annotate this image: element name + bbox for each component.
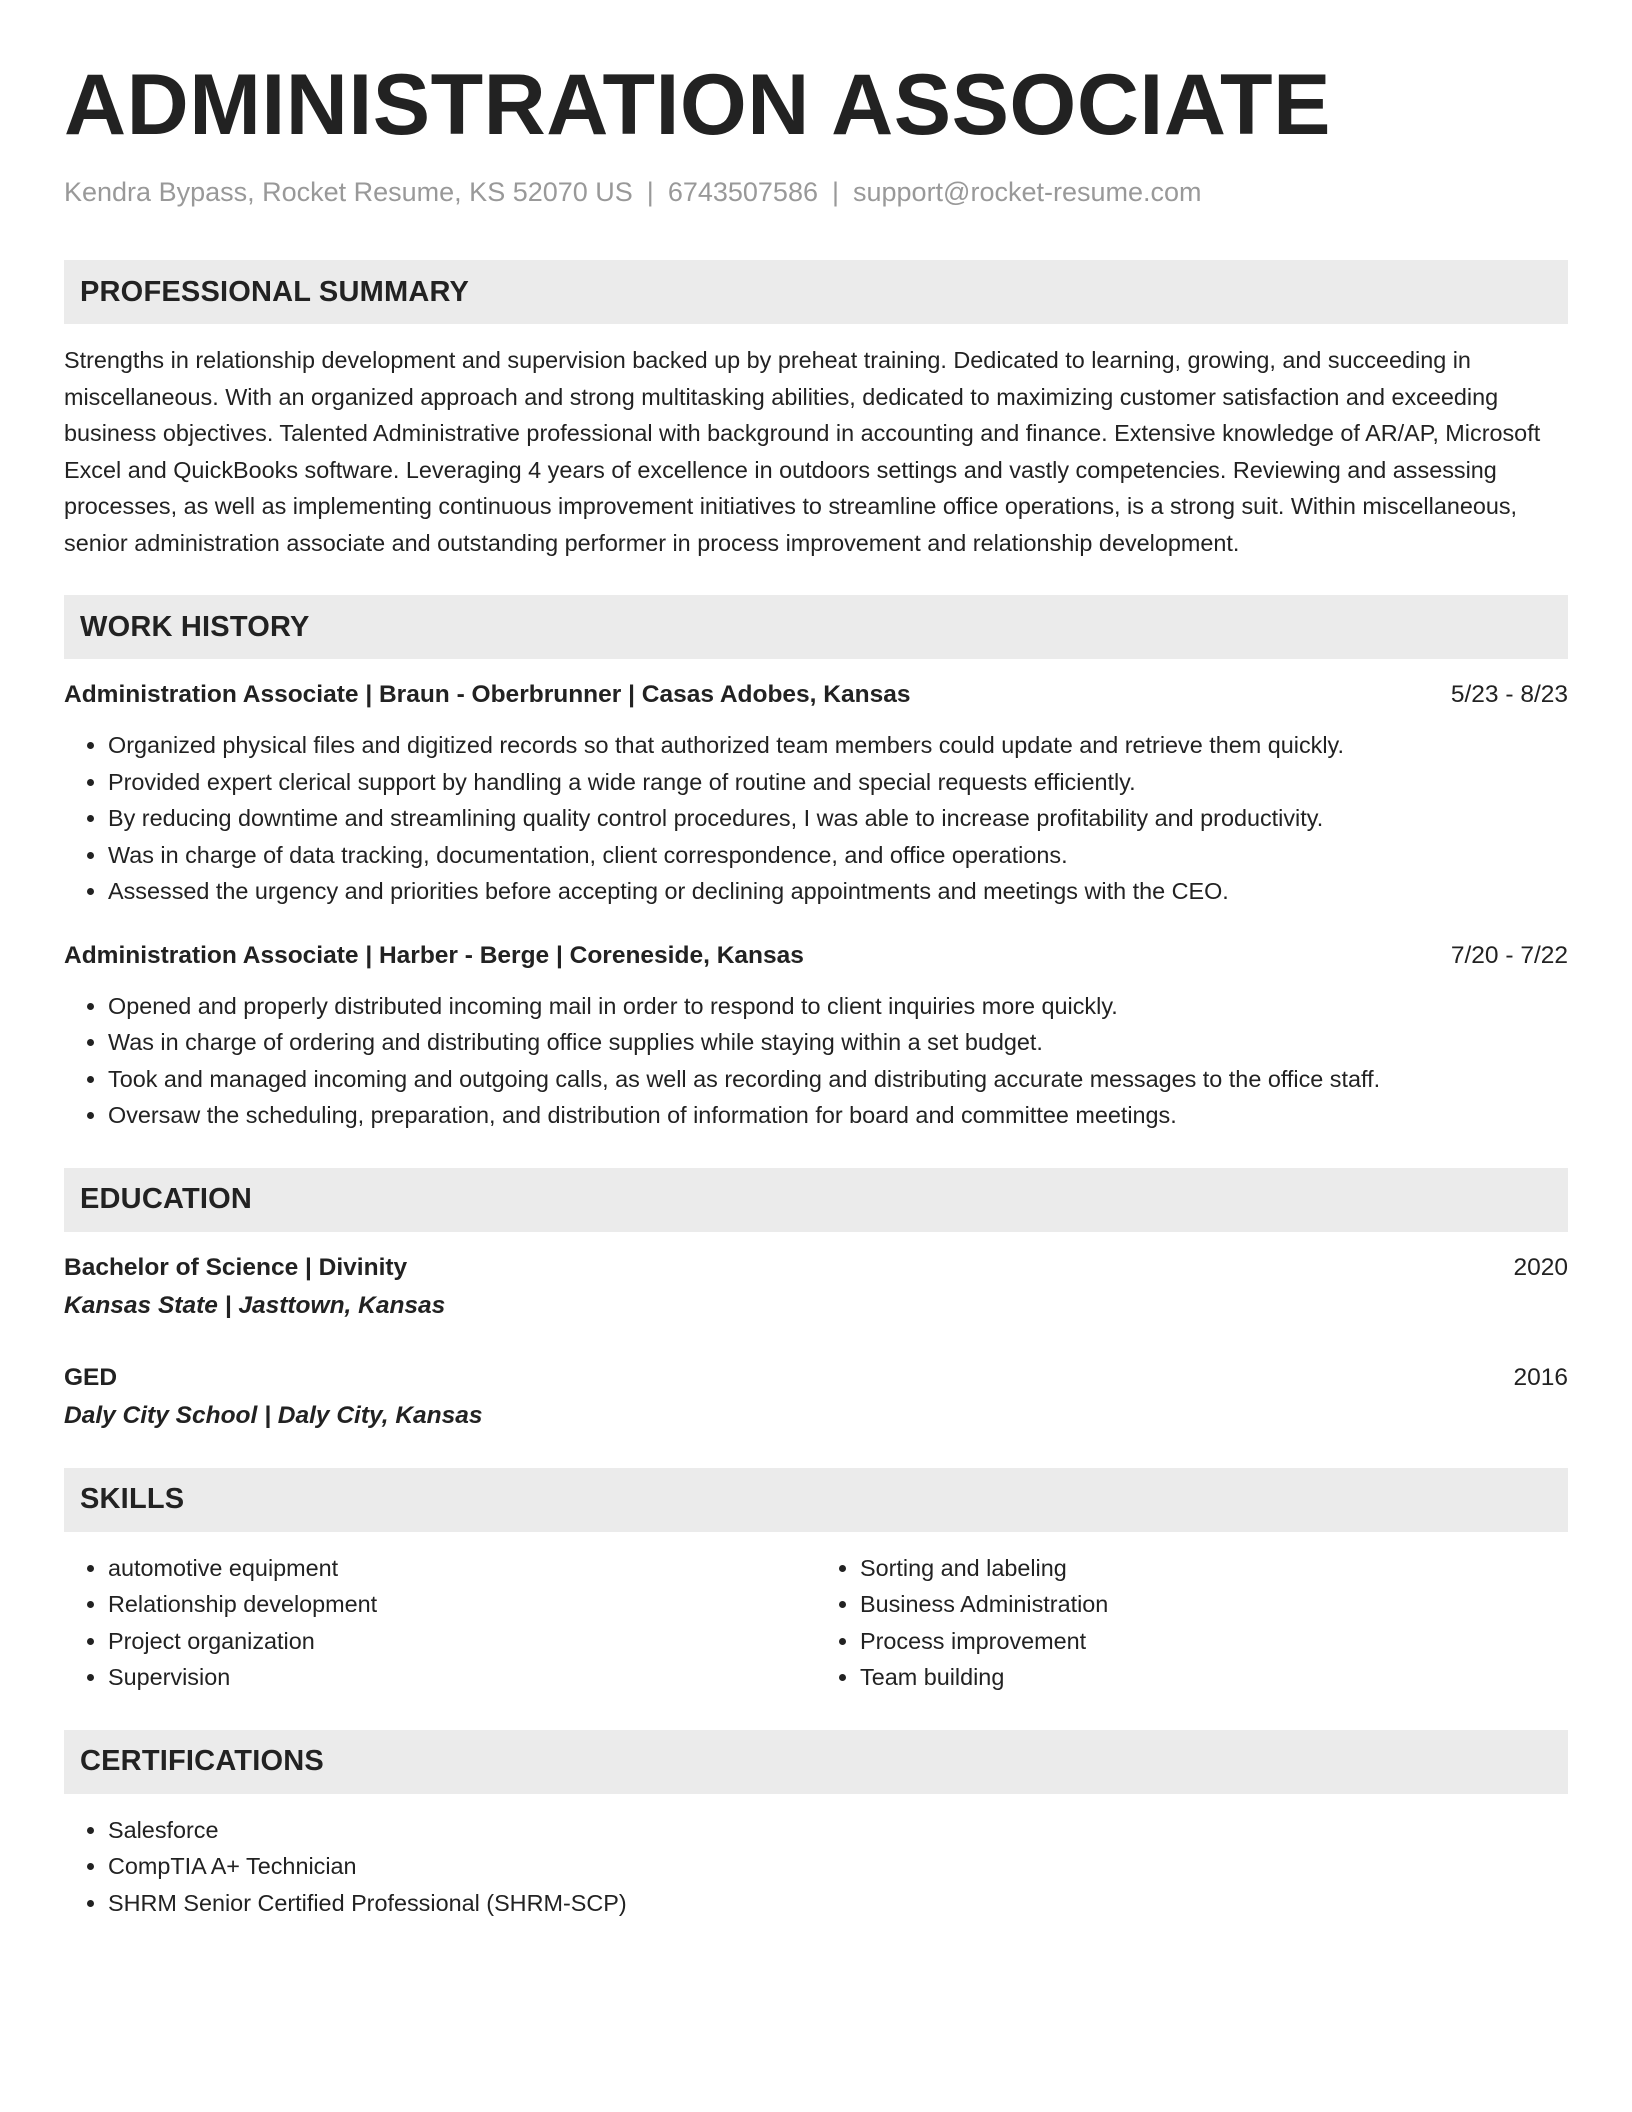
list-item: • Supervision xyxy=(108,1659,816,1696)
education-school: Kansas State | Jasttown, Kansas xyxy=(64,1291,446,1319)
job-date: 5/23 - 8/23 xyxy=(1450,681,1568,709)
list-item: • Process improvement xyxy=(860,1623,1568,1660)
education-heading: EDUCATION xyxy=(80,1183,253,1216)
list-item: • automotive equipment xyxy=(108,1550,816,1587)
list-item: • Relationship development xyxy=(108,1586,816,1623)
education-entry xyxy=(64,1250,1568,1324)
list-item: • By reducing downtime and streamlining quality control procedures, I was able to increase profitability and productivity. xyxy=(108,800,1568,837)
skills-heading: SKILLS xyxy=(80,1483,185,1516)
list-item: • SHRM Senior Certified Professional (SHRM-SCP) xyxy=(108,1885,1568,1922)
job-title: Administration Associate | Harber - Berge | Coreneside, Kansas xyxy=(64,941,804,969)
skills-section-header xyxy=(64,1468,1568,1532)
summary-heading: PROFESSIONAL SUMMARY xyxy=(80,275,470,308)
work-heading: WORK HISTORY xyxy=(80,610,310,643)
list-item: • Organized physical files and digitized records so that authorized team members could update and retrieve them quickly. xyxy=(108,727,1568,764)
skills-column-right xyxy=(816,1550,1568,1696)
contact-address: Kendra Bypass, Rocket Resume, KS 52070 US xyxy=(64,177,633,207)
contact-phone: 6743507586 xyxy=(667,177,818,207)
contact-separator: | xyxy=(646,177,654,207)
list-item: • Sorting and labeling xyxy=(860,1550,1568,1587)
list-item: • Was in charge of data tracking, documentation, client correspondence, and office operations. xyxy=(108,837,1568,874)
certifications-bullets xyxy=(64,1812,1568,1922)
education-section-header xyxy=(64,1168,1568,1232)
job-entry xyxy=(64,677,1568,910)
list-item: • Team building xyxy=(860,1659,1568,1696)
skills-column-left xyxy=(64,1550,816,1696)
contact-separator: | xyxy=(831,177,839,207)
summary-section-header xyxy=(64,260,1568,324)
education-year: 2016 xyxy=(1513,1363,1568,1391)
education-degree: Bachelor of Science | Divinity xyxy=(64,1253,408,1281)
certifications-heading: CERTIFICATIONS xyxy=(80,1745,324,1778)
contact-email: support@rocket-resume.com xyxy=(853,177,1202,207)
summary-text: Strengths in relationship development and supervision backed up by preheat training. Dedicated to learning, growing, and succeeding in miscellaneous. With an organized approach and strong multitasking abilities, dedicated to maximizing customer satisfaction and exceeding business objectives. Talented Administrative professional with background in accounting and finance. Extensive knowledge of AR/AP, Microsoft Excel and QuickBooks software. Leveraging 4 years of excellence in outdoors settings and vastly competencies. Reviewing and assessing processes, as well as implementing continuous improvement initiatives to streamline office operations, is a strong suit. Within miscellaneous, senior administration associate and outstanding performer in process improvement and relationship development. xyxy=(64,347,1541,556)
list-item: • Project organization xyxy=(108,1623,816,1660)
job-entry xyxy=(64,938,1568,1134)
certifications-list xyxy=(64,1812,1568,1922)
page-title: ADMINISTRATION ASSOCIATE xyxy=(64,57,1331,153)
education-school: Daly City School | Daly City, Kansas xyxy=(64,1401,483,1429)
education-entry xyxy=(64,1360,1568,1434)
list-item: • Was in charge of ordering and distributing office supplies while staying within a set budget. xyxy=(108,1024,1568,1061)
education-year: 2020 xyxy=(1513,1253,1568,1281)
list-item: • Opened and properly distributed incoming mail in order to respond to client inquiries more quickly. xyxy=(108,988,1568,1025)
list-item: • Provided expert clerical support by handling a wide range of routine and special requests efficiently. xyxy=(108,764,1568,801)
list-item: • CompTIA A+ Technician xyxy=(108,1848,1568,1885)
job-bullets xyxy=(64,988,1568,1134)
list-item: • Oversaw the scheduling, preparation, and distribution of information for board and committee meetings. xyxy=(108,1097,1568,1134)
job-date: 7/20 - 7/22 xyxy=(1450,941,1568,969)
job-title: Administration Associate | Braun - Oberbrunner | Casas Adobes, Kansas xyxy=(64,681,911,709)
list-item: • Assessed the urgency and priorities before accepting or declining appointments and meetings with the CEO. xyxy=(108,873,1568,910)
job-bullets xyxy=(64,727,1568,910)
list-item: • Business Administration xyxy=(860,1586,1568,1623)
certifications-section-header xyxy=(64,1730,1568,1794)
list-item: • Salesforce xyxy=(108,1812,1568,1849)
work-section-header xyxy=(64,595,1568,659)
skills-list xyxy=(64,1550,1568,1696)
list-item: • Took and managed incoming and outgoing calls, as well as recording and distributing accurate messages to the office staff. xyxy=(108,1061,1568,1098)
education-degree: GED xyxy=(64,1363,118,1391)
contact-line xyxy=(64,176,1568,208)
